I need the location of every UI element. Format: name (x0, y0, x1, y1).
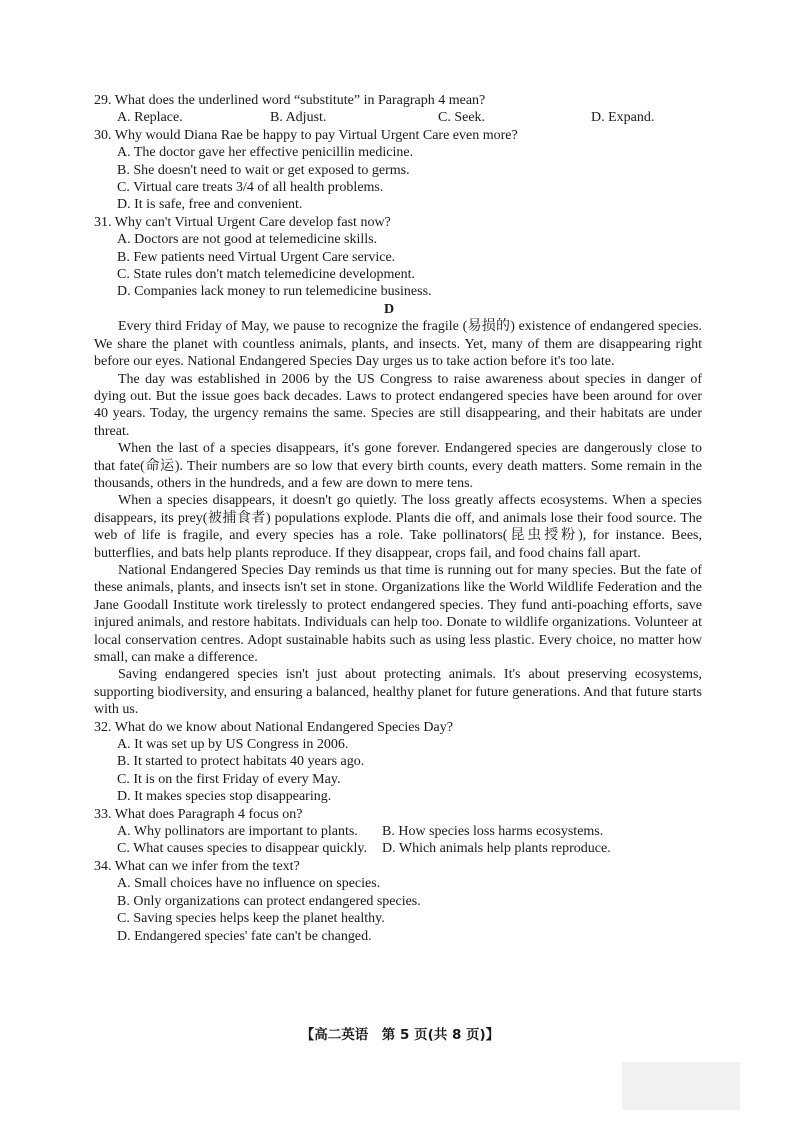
option-d: D. Companies lack money to run telemedicine business. (117, 284, 432, 300)
passage-title: D (383, 301, 395, 317)
option-c: C. Virtual care treats 3/4 of all health problems. (117, 180, 384, 196)
option-b: B. Adjust. (270, 110, 327, 126)
option-d: D. Endangered species' fate can't be changed. (117, 928, 372, 944)
option-b: B. It started to protect habitats 40 years ago. (117, 754, 365, 770)
option-b: B. Few patients need Virtual Urgent Care service. (117, 249, 396, 265)
question-30-stem: 30. Why would Diana Rae be happy to pay Virtual Urgent Care even more? (94, 127, 518, 143)
watermark-patch (622, 1062, 740, 1110)
question-33-options-ab (117, 823, 717, 840)
question-32-stem: 32. What do we know about National Endangered Species Day? (94, 719, 453, 735)
question-34-stem: 34. What can we infer from the text? (94, 858, 300, 874)
paragraph-5: National Endangered Species Day reminds us that time is running out for many species. But the fate of these animals, plants, and insects isn't set in stone. Organizations like the World Wildlife Federation and the Jane Goodall Institute work tirelessly to protect endangered species. They fund anti-poaching efforts, save injured animals, and restore habitats. Individuals can help too. Donate to wildlife organizations. Volunteer at local conservation centres. Adopt sustainable habits such as using less plastic. Every choice, no matter how small, can make a difference. (94, 562, 702, 665)
option-c: C. It is on the first Friday of every May. (117, 771, 341, 787)
paragraph-1: Every third Friday of May, we pause to recognize the fragile (易损的) existence of endangered species. We share the planet with countless animals, plants, and insects. Yet, many of them are disappearing right before our eyes. National Endangered Species Day urges us to take action before it's too late. (94, 319, 702, 370)
option-b: B. She doesn't need to wait or get exposed to germs. (117, 162, 410, 178)
option-a: A. Doctors are not good at telemedicine skills. (117, 232, 378, 248)
option-d: D. Which animals help plants reproduce. (382, 841, 611, 857)
option-c: C. Seek. (438, 110, 486, 126)
option-b: B. How species loss harms ecosystems. (382, 824, 604, 840)
option-c: C. State rules don't match telemedicine development. (117, 267, 415, 283)
question-33-stem: 33. What does Paragraph 4 focus on? (94, 806, 303, 822)
question-31-stem: 31. Why can't Virtual Urgent Care develop fast now? (94, 214, 391, 230)
option-d: D. Expand. (591, 110, 655, 126)
option-a: A. The doctor gave her effective penicillin medicine. (117, 145, 414, 161)
option-b: B. Only organizations can protect endangered species. (117, 893, 421, 909)
paragraph-3: When the last of a species disappears, it's gone forever. Endangered species are dangerously close to that fate(命运). Their numbers are so low that every birth counts, every death matters. Some remain in the thousands, others in the hundreds, and a few are down to mere tens. (94, 441, 702, 491)
question-33-options-cd (117, 840, 717, 857)
option-c: C. What causes species to disappear quickly. (117, 841, 367, 857)
question-29-options (117, 109, 717, 126)
option-a: A. Replace. (117, 110, 183, 126)
option-a: A. Why pollinators are important to plants. (117, 824, 358, 840)
paragraph-2: The day was established in 2006 by the US Congress to raise awareness about species in danger of dying out. But the issue goes back decades. Laws to protect endangered species have been around for over 40 years. Today, the urgency remains the same. Species are still disappearing, and their habitats are under threat. (94, 371, 702, 439)
option-d: D. It makes species stop disappearing. (117, 789, 332, 805)
option-a: A. Small choices have no influence on species. (117, 876, 381, 892)
paragraph-6: Saving endangered species isn't just about protecting animals. It's about preserving ecosystems, supporting biodiversity, and ensuring a balanced, healthy planet for future generations. And that future starts with us. (94, 667, 702, 718)
option-c: C. Saving species helps keep the planet healthy. (117, 911, 385, 927)
option-a: A. It was set up by US Congress in 2006. (117, 737, 349, 753)
paragraph-4: When a species disappears, it doesn't go quietly. The loss greatly affects ecosystems. When a species disappears, its prey(被捕食者) populations explode. Plants die off, and animals lose their food source. The web of life is fragile, and every species has a role. Take pollinators(昆虫授粉), for instance. Bees, butterflies, and bats help plants reproduce. If they disappear, crops fail, and food chains fall apart. (94, 493, 702, 561)
page-footer: 【高二英语 第 5 页(共 8 页)】 (300, 1027, 500, 1043)
question-29-stem: 29. What does the underlined word “substitute” in Paragraph 4 mean? (94, 93, 486, 108)
option-d: D. It is safe, free and convenient. (117, 197, 303, 213)
